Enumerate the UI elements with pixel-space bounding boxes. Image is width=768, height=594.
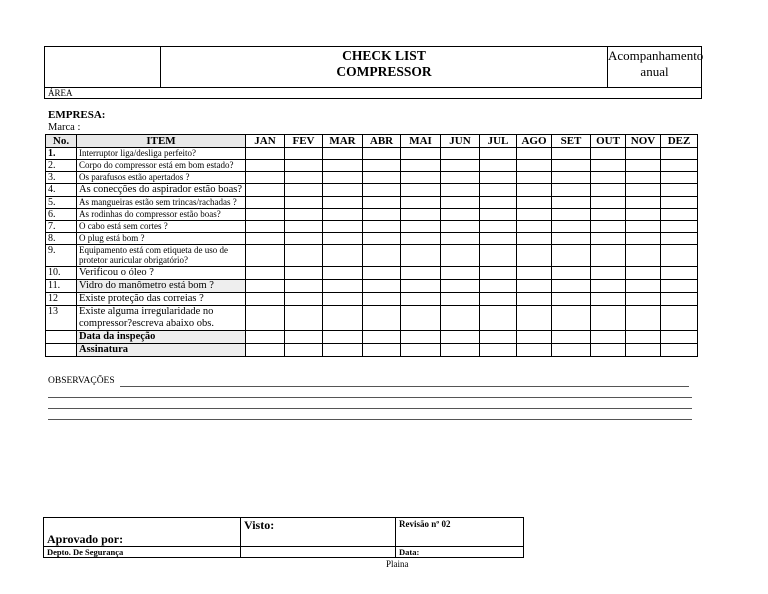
month-check-cell[interactable]	[591, 280, 626, 293]
month-check-cell[interactable]	[363, 160, 401, 172]
header-box	[44, 46, 702, 88]
month-check-cell[interactable]	[285, 221, 323, 233]
month-check-cell[interactable]	[401, 197, 441, 209]
area-label: ÁREA	[48, 88, 73, 98]
month-check-cell[interactable]	[363, 267, 401, 280]
row-item: As conecções do aspirador estão boas?	[77, 184, 246, 197]
month-check-cell[interactable]	[626, 197, 661, 209]
month-check-cell[interactable]	[480, 172, 517, 184]
row-number: 6.	[46, 209, 77, 221]
month-check-cell[interactable]	[661, 148, 698, 160]
month-check-cell[interactable]	[401, 245, 441, 267]
month-check-cell[interactable]	[591, 160, 626, 172]
data-inspecao-row-label: Data da inspeção	[77, 331, 246, 344]
month-check-cell[interactable]	[401, 267, 441, 280]
checklist-table	[45, 134, 698, 357]
month-check-cell[interactable]	[363, 197, 401, 209]
month-check-cell[interactable]	[246, 293, 285, 306]
month-check-cell[interactable]	[591, 221, 626, 233]
month-check-cell[interactable]	[441, 245, 480, 267]
month-check-cell[interactable]	[626, 221, 661, 233]
checklist-row	[46, 172, 698, 184]
month-check-cell[interactable]	[552, 172, 591, 184]
month-header: DEZ	[661, 135, 698, 148]
month-check-cell[interactable]	[285, 172, 323, 184]
month-check-cell[interactable]	[363, 209, 401, 221]
month-check-cell[interactable]	[591, 344, 626, 357]
assinatura-row	[46, 344, 698, 357]
month-check-cell[interactable]	[480, 267, 517, 280]
row-number: 7.	[46, 221, 77, 233]
month-check-cell[interactable]	[661, 209, 698, 221]
month-check-cell[interactable]	[363, 280, 401, 293]
month-check-cell[interactable]	[626, 172, 661, 184]
month-check-cell[interactable]	[285, 197, 323, 209]
month-check-cell[interactable]	[401, 172, 441, 184]
checklist-row	[46, 293, 698, 306]
month-check-cell[interactable]	[285, 280, 323, 293]
month-check-cell[interactable]	[441, 233, 480, 245]
row-number: 4.	[46, 184, 77, 197]
month-check-cell[interactable]	[480, 197, 517, 209]
month-check-cell[interactable]	[285, 293, 323, 306]
row-item: Interruptor liga/desliga perfeito?	[77, 148, 246, 160]
row-item: O cabo está sem cortes ?	[77, 221, 246, 233]
month-check-cell[interactable]	[552, 331, 591, 344]
month-check-cell[interactable]	[552, 184, 591, 197]
month-check-cell[interactable]	[517, 209, 552, 221]
month-check-cell[interactable]	[401, 148, 441, 160]
month-header: AGO	[517, 135, 552, 148]
month-check-cell[interactable]	[552, 233, 591, 245]
month-check-cell[interactable]	[401, 306, 441, 331]
month-check-cell[interactable]	[441, 344, 480, 357]
month-check-cell[interactable]	[480, 209, 517, 221]
observacoes-line[interactable]	[120, 386, 689, 387]
month-check-cell[interactable]	[661, 306, 698, 331]
month-check-cell[interactable]	[285, 160, 323, 172]
row-number: 1.	[46, 148, 77, 160]
month-header: SET	[552, 135, 591, 148]
month-check-cell[interactable]	[552, 245, 591, 267]
month-check-cell[interactable]	[552, 160, 591, 172]
month-check-cell[interactable]	[246, 306, 285, 331]
month-check-cell[interactable]	[285, 344, 323, 357]
plaina-label: Plaina	[386, 559, 409, 569]
month-check-cell[interactable]	[626, 344, 661, 357]
month-check-cell[interactable]	[517, 293, 552, 306]
col-no-header: No.	[46, 135, 77, 148]
checklist-row	[46, 233, 698, 245]
month-check-cell[interactable]	[363, 172, 401, 184]
month-check-cell[interactable]	[246, 184, 285, 197]
month-check-cell[interactable]	[661, 293, 698, 306]
header-row	[46, 135, 698, 148]
month-check-cell[interactable]	[552, 197, 591, 209]
month-check-cell[interactable]	[626, 209, 661, 221]
depto-label: Depto. De Segurança	[47, 547, 124, 557]
month-check-cell[interactable]	[363, 221, 401, 233]
month-check-cell[interactable]	[480, 221, 517, 233]
month-check-cell[interactable]	[285, 233, 323, 245]
month-check-cell[interactable]	[323, 160, 363, 172]
month-check-cell[interactable]	[517, 197, 552, 209]
observacoes-line[interactable]	[48, 408, 692, 409]
row-number: 5.	[46, 197, 77, 209]
row-number	[46, 344, 77, 357]
checklist-row	[46, 184, 698, 197]
month-check-cell[interactable]	[285, 245, 323, 267]
month-check-cell[interactable]	[323, 197, 363, 209]
marca-label: Marca :	[48, 122, 81, 133]
month-check-cell[interactable]	[480, 293, 517, 306]
month-check-cell[interactable]	[591, 184, 626, 197]
month-check-cell[interactable]	[285, 209, 323, 221]
month-check-cell[interactable]	[517, 245, 552, 267]
row-number: 13	[46, 306, 77, 331]
month-check-cell[interactable]	[626, 293, 661, 306]
depto-visto-field[interactable]	[241, 547, 396, 558]
month-check-cell[interactable]	[363, 331, 401, 344]
month-header: OUT	[591, 135, 626, 148]
month-check-cell[interactable]	[246, 209, 285, 221]
month-check-cell[interactable]	[591, 197, 626, 209]
title-line-2: COMPRESSOR	[336, 64, 432, 79]
data-inspecao-row	[46, 331, 698, 344]
month-check-cell[interactable]	[246, 331, 285, 344]
month-check-cell[interactable]	[517, 148, 552, 160]
month-check-cell[interactable]	[401, 209, 441, 221]
month-check-cell[interactable]	[441, 221, 480, 233]
period-line-1: Acompanhamento	[608, 48, 704, 63]
month-check-cell[interactable]	[626, 280, 661, 293]
month-check-cell[interactable]	[441, 280, 480, 293]
month-check-cell[interactable]	[363, 148, 401, 160]
row-number	[46, 331, 77, 344]
month-check-cell[interactable]	[517, 306, 552, 331]
month-check-cell[interactable]	[401, 160, 441, 172]
month-check-cell[interactable]	[363, 306, 401, 331]
month-check-cell[interactable]	[591, 331, 626, 344]
checklist-row	[46, 306, 698, 331]
row-item: Vidro do manômetro está bom ?	[77, 280, 246, 293]
row-number: 2.	[46, 160, 77, 172]
month-check-cell[interactable]	[363, 245, 401, 267]
month-check-cell[interactable]	[517, 160, 552, 172]
visto-label: Visto:	[244, 518, 275, 532]
header-title	[161, 47, 608, 87]
month-check-cell[interactable]	[480, 331, 517, 344]
month-check-cell[interactable]	[480, 160, 517, 172]
month-check-cell[interactable]	[480, 184, 517, 197]
month-check-cell[interactable]	[401, 331, 441, 344]
row-item: As rodinhas do compressor estão boas?	[77, 209, 246, 221]
month-check-cell[interactable]	[323, 148, 363, 160]
month-check-cell[interactable]	[246, 245, 285, 267]
col-item-header: ITEM	[77, 135, 246, 148]
assinatura-row-label: Assinatura	[77, 344, 246, 357]
month-check-cell[interactable]	[661, 267, 698, 280]
row-item: Corpo do compressor está em bom estado?	[77, 160, 246, 172]
checklist-row	[46, 267, 698, 280]
observacoes-line[interactable]	[48, 397, 692, 398]
month-header: NOV	[626, 135, 661, 148]
month-check-cell[interactable]	[626, 233, 661, 245]
row-number: 12	[46, 293, 77, 306]
revisao-field	[396, 518, 524, 547]
month-check-cell[interactable]	[661, 233, 698, 245]
month-check-cell[interactable]	[246, 197, 285, 209]
month-check-cell[interactable]	[552, 148, 591, 160]
month-check-cell[interactable]	[661, 344, 698, 357]
month-check-cell[interactable]	[246, 344, 285, 357]
row-item: O plug está bom ?	[77, 233, 246, 245]
checklist-row	[46, 197, 698, 209]
month-check-cell[interactable]	[591, 267, 626, 280]
month-check-cell[interactable]	[661, 331, 698, 344]
row-number: 8.	[46, 233, 77, 245]
month-check-cell[interactable]	[661, 280, 698, 293]
month-check-cell[interactable]	[285, 267, 323, 280]
month-check-cell[interactable]	[363, 293, 401, 306]
month-check-cell[interactable]	[246, 280, 285, 293]
empresa-label: EMPRESA:	[48, 109, 106, 121]
month-check-cell[interactable]	[591, 148, 626, 160]
month-check-cell[interactable]	[480, 148, 517, 160]
month-check-cell[interactable]	[401, 344, 441, 357]
month-check-cell[interactable]	[441, 172, 480, 184]
month-check-cell[interactable]	[552, 209, 591, 221]
month-check-cell[interactable]	[441, 197, 480, 209]
month-header: ABR	[363, 135, 401, 148]
month-check-cell[interactable]	[246, 233, 285, 245]
month-check-cell[interactable]	[626, 306, 661, 331]
month-header: JAN	[246, 135, 285, 148]
month-check-cell[interactable]	[517, 267, 552, 280]
month-check-cell[interactable]	[552, 280, 591, 293]
month-check-cell[interactable]	[323, 306, 363, 331]
month-check-cell[interactable]	[517, 233, 552, 245]
depto-field	[44, 547, 241, 558]
month-check-cell[interactable]	[591, 245, 626, 267]
row-item: Existe proteção das correias ?	[77, 293, 246, 306]
row-number: 10.	[46, 267, 77, 280]
aprovado-field[interactable]	[44, 518, 241, 547]
month-check-cell[interactable]	[441, 209, 480, 221]
month-header: JUN	[441, 135, 480, 148]
month-check-cell[interactable]	[323, 233, 363, 245]
month-check-cell[interactable]	[626, 148, 661, 160]
title-line-1: CHECK LIST	[342, 48, 426, 63]
month-check-cell[interactable]	[626, 331, 661, 344]
month-check-cell[interactable]	[591, 233, 626, 245]
month-check-cell[interactable]	[246, 160, 285, 172]
period-line-2: anual	[640, 64, 669, 79]
month-check-cell[interactable]	[246, 221, 285, 233]
month-check-cell[interactable]	[517, 280, 552, 293]
month-check-cell[interactable]	[552, 306, 591, 331]
month-check-cell[interactable]	[517, 344, 552, 357]
month-check-cell[interactable]	[661, 184, 698, 197]
month-header: MAR	[323, 135, 363, 148]
checklist-row	[46, 148, 698, 160]
approval-table	[43, 517, 524, 558]
month-check-cell[interactable]	[661, 245, 698, 267]
row-item: Os parafusos estão apertados ?	[77, 172, 246, 184]
month-check-cell[interactable]	[401, 280, 441, 293]
month-check-cell[interactable]	[480, 233, 517, 245]
month-check-cell[interactable]	[323, 184, 363, 197]
month-check-cell[interactable]	[480, 306, 517, 331]
observacoes-line[interactable]	[48, 419, 692, 420]
revisao-label: Revisão nº 02	[399, 519, 451, 529]
month-check-cell[interactable]	[517, 221, 552, 233]
data-field[interactable]	[396, 547, 524, 558]
month-check-cell[interactable]	[323, 245, 363, 267]
month-check-cell[interactable]	[323, 331, 363, 344]
month-header: MAI	[401, 135, 441, 148]
row-item: Equipamento está com etiqueta de uso de protetor auricular obrigatório?	[77, 245, 246, 267]
month-check-cell[interactable]	[323, 267, 363, 280]
checklist-row	[46, 160, 698, 172]
month-check-cell[interactable]	[246, 267, 285, 280]
month-check-cell[interactable]	[323, 344, 363, 357]
checklist-row	[46, 221, 698, 233]
month-check-cell[interactable]	[285, 331, 323, 344]
month-check-cell[interactable]	[401, 293, 441, 306]
row-number: 3.	[46, 172, 77, 184]
month-check-cell[interactable]	[285, 306, 323, 331]
month-header: JUL	[480, 135, 517, 148]
month-check-cell[interactable]	[441, 267, 480, 280]
month-check-cell[interactable]	[441, 293, 480, 306]
month-check-cell[interactable]	[552, 344, 591, 357]
observacoes-label: OBSERVAÇÕES	[48, 376, 115, 386]
month-check-cell[interactable]	[323, 293, 363, 306]
month-check-cell[interactable]	[323, 280, 363, 293]
month-check-cell[interactable]	[246, 148, 285, 160]
month-check-cell[interactable]	[246, 172, 285, 184]
month-check-cell[interactable]	[441, 148, 480, 160]
month-check-cell[interactable]	[363, 233, 401, 245]
month-check-cell[interactable]	[552, 221, 591, 233]
month-check-cell[interactable]	[480, 344, 517, 357]
month-check-cell[interactable]	[591, 293, 626, 306]
area-field[interactable]	[44, 87, 702, 99]
month-check-cell[interactable]	[480, 280, 517, 293]
month-check-cell[interactable]	[517, 331, 552, 344]
row-item: Existe alguma irregularidade no compressor?escreva abaixo obs.	[77, 306, 246, 331]
visto-field[interactable]	[241, 518, 396, 547]
checklist-row	[46, 209, 698, 221]
header-blank-cell	[45, 47, 161, 87]
month-check-cell[interactable]	[626, 245, 661, 267]
month-check-cell[interactable]	[401, 184, 441, 197]
month-check-cell[interactable]	[285, 148, 323, 160]
data-label: Data:	[399, 547, 420, 557]
month-check-cell[interactable]	[401, 221, 441, 233]
row-item: As mangueiras estão sem trincas/rachadas ?	[77, 197, 246, 209]
row-number: 9.	[46, 245, 77, 267]
month-check-cell[interactable]	[591, 209, 626, 221]
month-check-cell[interactable]	[285, 184, 323, 197]
month-check-cell[interactable]	[661, 221, 698, 233]
month-check-cell[interactable]	[661, 160, 698, 172]
month-check-cell[interactable]	[626, 160, 661, 172]
month-check-cell[interactable]	[626, 267, 661, 280]
checklist-row	[46, 245, 698, 267]
aprovado-label: Aprovado por:	[47, 532, 124, 546]
month-check-cell[interactable]	[517, 184, 552, 197]
month-check-cell[interactable]	[517, 172, 552, 184]
month-check-cell[interactable]	[441, 184, 480, 197]
month-check-cell[interactable]	[552, 267, 591, 280]
month-check-cell[interactable]	[363, 344, 401, 357]
month-check-cell[interactable]	[591, 306, 626, 331]
checklist-row	[46, 280, 698, 293]
month-check-cell[interactable]	[661, 197, 698, 209]
month-check-cell[interactable]	[441, 160, 480, 172]
month-check-cell[interactable]	[323, 172, 363, 184]
header-period	[608, 47, 704, 88]
month-check-cell[interactable]	[480, 245, 517, 267]
month-check-cell[interactable]	[401, 233, 441, 245]
month-check-cell[interactable]	[441, 306, 480, 331]
row-item: Verificou o óleo ?	[77, 267, 246, 280]
month-check-cell[interactable]	[441, 331, 480, 344]
month-check-cell[interactable]	[552, 293, 591, 306]
month-check-cell[interactable]	[363, 184, 401, 197]
month-check-cell[interactable]	[323, 221, 363, 233]
month-check-cell[interactable]	[626, 184, 661, 197]
row-number: 11.	[46, 280, 77, 293]
month-check-cell[interactable]	[591, 172, 626, 184]
month-header: FEV	[285, 135, 323, 148]
month-check-cell[interactable]	[661, 172, 698, 184]
month-check-cell[interactable]	[323, 209, 363, 221]
